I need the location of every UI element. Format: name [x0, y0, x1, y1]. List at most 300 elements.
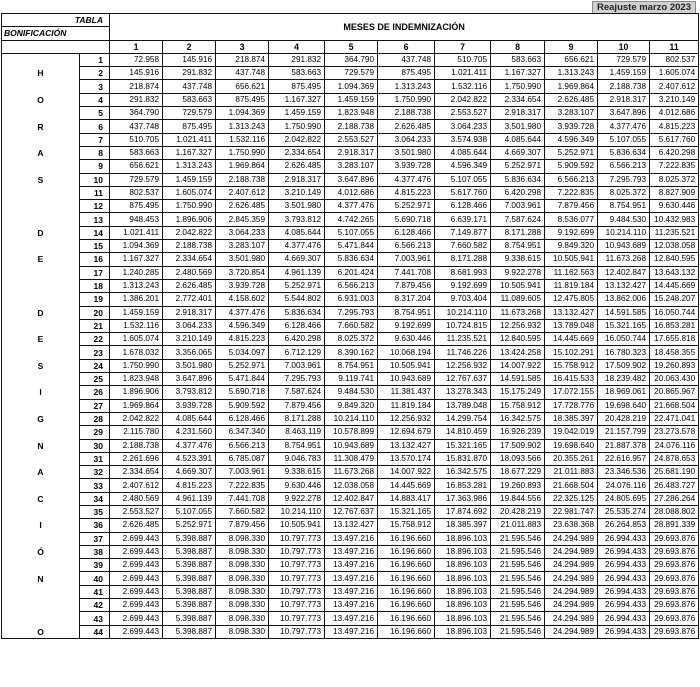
row-number: 6: [80, 120, 110, 133]
table-cell: 18.896.103: [435, 532, 491, 545]
row-number: 1: [80, 53, 110, 66]
side-label: [2, 599, 80, 612]
table-cell: 10.214.110: [325, 412, 378, 425]
table-cell: 8.098.330: [216, 559, 269, 572]
table-cell: 29.693.876: [650, 612, 699, 625]
table-cell: 4.377.476: [598, 120, 650, 133]
table-cell: 24.294.989: [545, 599, 598, 612]
table-cell: 8.098.330: [216, 625, 269, 638]
table-cell: 6.566.213: [598, 160, 650, 173]
table-cell: 16.196.660: [378, 625, 435, 638]
table-cell: 5.107.055: [435, 173, 491, 186]
table-cell: 6.128.466: [435, 200, 491, 213]
table-cell: 364.790: [110, 107, 163, 120]
table-row: [2, 319, 699, 332]
table-cell: 5.836.634: [598, 146, 650, 159]
table-cell: 8.171.288: [491, 226, 545, 239]
table-cell: 4.815.223: [163, 479, 216, 492]
table-cell: 5.107.055: [325, 226, 378, 239]
table-cell: 9.338.615: [491, 253, 545, 266]
row-number: 20: [80, 306, 110, 319]
table-cell: 6.566.213: [378, 240, 435, 253]
table-cell: 437.748: [110, 120, 163, 133]
table-row: [2, 479, 699, 492]
table-cell: 2.918.317: [163, 306, 216, 319]
table-cell: 2.334.654: [110, 466, 163, 479]
table-cell: 6.128.466: [378, 226, 435, 239]
table-cell: 5.252.971: [269, 279, 325, 292]
table-cell: 18.385.397: [545, 412, 598, 425]
table-cell: 3.939.728: [545, 120, 598, 133]
table-cell: 10.797.773: [269, 612, 325, 625]
table-cell: 10.724.815: [435, 319, 491, 332]
table-cell: 5.836.634: [325, 253, 378, 266]
table-cell: 15.758.912: [545, 359, 598, 372]
table-cell: 9.119.741: [325, 373, 378, 386]
row-number: 24: [80, 359, 110, 372]
table-cell: 2.188.738: [598, 80, 650, 93]
table-cell: 18.458.355: [650, 346, 699, 359]
table-row: [2, 200, 699, 213]
table-cell: 2.042.822: [110, 412, 163, 425]
month-header: 8: [491, 40, 545, 53]
table-cell: 2.553.527: [325, 133, 378, 146]
side-label: [2, 240, 80, 253]
table-cell: 12.767.637: [325, 505, 378, 518]
table-cell: 1.532.116: [110, 319, 163, 332]
table-cell: 1.313.243: [378, 80, 435, 93]
table-cell: 3.064.233: [435, 120, 491, 133]
table-cell: 6.128.466: [269, 319, 325, 332]
table-cell: 2.553.527: [110, 505, 163, 518]
table-row: [2, 226, 699, 239]
table-row: [2, 585, 699, 598]
row-number: 5: [80, 107, 110, 120]
table-cell: 26.264.853: [598, 519, 650, 532]
table-cell: 16.853.281: [650, 319, 699, 332]
table-cell: 20.865.967: [650, 386, 699, 399]
table-cell: 10.505.941: [545, 253, 598, 266]
table-cell: 10.943.689: [378, 373, 435, 386]
table-cell: 6.201.424: [325, 266, 378, 279]
table-cell: 2.699.443: [110, 559, 163, 572]
months-title: MESES DE INDEMNIZACIÓN: [110, 14, 699, 41]
table-row: [2, 80, 699, 93]
table-cell: 12.256.932: [378, 412, 435, 425]
table-cell: 3.064.233: [378, 133, 435, 146]
table-cell: 5.471.844: [325, 240, 378, 253]
table-row: [2, 346, 699, 359]
table-cell: 24.805.695: [598, 492, 650, 505]
table-cell: 8.098.330: [216, 599, 269, 612]
table-cell: 4.085.644: [435, 146, 491, 159]
table-cell: 8.536.077: [545, 213, 598, 226]
side-label: [2, 559, 80, 572]
table-cell: 2.626.485: [163, 279, 216, 292]
table-cell: 2.699.443: [110, 585, 163, 598]
table-cell: 1.605.074: [163, 186, 216, 199]
table-cell: 802.537: [650, 53, 699, 66]
table-cell: 4.523.391: [163, 452, 216, 465]
table-cell: 10.797.773: [269, 625, 325, 638]
table-cell: 17.072.155: [545, 386, 598, 399]
side-label: [2, 505, 80, 518]
table-cell: 29.693.876: [650, 599, 699, 612]
table-cell: 6.712.129: [269, 346, 325, 359]
table-cell: 13.789.048: [435, 399, 491, 412]
table-cell: 11.235.521: [650, 226, 699, 239]
side-label: [2, 160, 80, 173]
table-cell: 12.475.805: [545, 293, 598, 306]
side-label: S: [2, 359, 80, 372]
table-cell: 4.377.476: [269, 240, 325, 253]
table-cell: 8.754.951: [378, 306, 435, 319]
table-cell: 656.621: [545, 53, 598, 66]
table-cell: 20.063.430: [650, 373, 699, 386]
bonificacion-label: BONIFICACIÓN: [2, 27, 110, 40]
table-row: [2, 160, 699, 173]
table-cell: 875.495: [378, 67, 435, 80]
table-cell: 6.566.213: [545, 173, 598, 186]
side-label: O: [2, 625, 80, 638]
row-number: 14: [80, 226, 110, 239]
table-cell: 9.922.278: [269, 492, 325, 505]
table-cell: 7.879.456: [216, 519, 269, 532]
table-cell: 7.587.624: [491, 213, 545, 226]
readjustment-badge: Reajuste marzo 2023: [592, 1, 696, 14]
table-cell: 2.480.569: [163, 266, 216, 279]
table-cell: 5.107.055: [163, 505, 216, 518]
table-cell: 2.699.443: [110, 612, 163, 625]
table-cell: 10.505.941: [378, 359, 435, 372]
table-cell: 2.918.317: [491, 107, 545, 120]
table-cell: 4.231.560: [163, 426, 216, 439]
table-cell: 8.681.993: [435, 266, 491, 279]
table-cell: 1.386.201: [110, 293, 163, 306]
table-cell: 4.377.476: [325, 200, 378, 213]
table-cell: 4.596.349: [435, 160, 491, 173]
table-cell: 19.260.893: [491, 479, 545, 492]
table-cell: 13.132.427: [325, 519, 378, 532]
row-number: 41: [80, 585, 110, 598]
table-cell: 437.748: [163, 80, 216, 93]
table-cell: 4.012.686: [325, 186, 378, 199]
side-label: [2, 346, 80, 359]
table-cell: 13.497.216: [325, 532, 378, 545]
table-cell: 8.098.330: [216, 572, 269, 585]
table-cell: 16.196.660: [378, 532, 435, 545]
table-cell: 3.283.107: [545, 107, 598, 120]
table-row: [2, 545, 699, 558]
side-label: [2, 53, 80, 66]
table-cell: 1.167.327: [110, 253, 163, 266]
table-cell: 8.098.330: [216, 545, 269, 558]
table-cell: 13.862.006: [598, 293, 650, 306]
table-cell: 20.428.219: [491, 505, 545, 518]
side-label: [2, 213, 80, 226]
table-cell: 10.943.689: [325, 439, 378, 452]
row-number: 16: [80, 253, 110, 266]
table-cell: 21.595.546: [491, 545, 545, 558]
table-cell: 29.693.876: [650, 532, 699, 545]
row-number: 40: [80, 572, 110, 585]
table-cell: 9.192.699: [378, 319, 435, 332]
table-cell: 3.501.980: [378, 146, 435, 159]
month-header: 6: [378, 40, 435, 53]
table-cell: 3.939.728: [163, 399, 216, 412]
table-cell: 7.222.835: [650, 160, 699, 173]
table-cell: 4.377.476: [216, 306, 269, 319]
table-cell: 24.878.653: [650, 452, 699, 465]
table-cell: 21.595.546: [491, 612, 545, 625]
table-cell: 8.754.951: [269, 439, 325, 452]
table-cell: 2.553.527: [435, 107, 491, 120]
table-cell: 17.655.818: [650, 333, 699, 346]
row-number: 18: [80, 279, 110, 292]
table-cell: 1.750.990: [163, 200, 216, 213]
corner-blank: [2, 40, 80, 53]
table-cell: 583.663: [163, 93, 216, 106]
table-cell: 7.295.793: [598, 173, 650, 186]
row-number: 30: [80, 439, 110, 452]
table-cell: 11.746.226: [435, 346, 491, 359]
table-cell: 10.505.941: [269, 519, 325, 532]
table-cell: 22.981.747: [545, 505, 598, 518]
table-cell: 6.420.298: [269, 333, 325, 346]
table-row: [2, 386, 699, 399]
row-number: 44: [80, 625, 110, 638]
table-cell: 29.693.876: [650, 572, 699, 585]
table-cell: 21.595.546: [491, 585, 545, 598]
side-label: H: [2, 67, 80, 80]
table-cell: 20.355.261: [545, 452, 598, 465]
table-cell: 14.591.585: [491, 373, 545, 386]
table-cell: 4.596.349: [545, 133, 598, 146]
table-cell: 5.471.844: [216, 373, 269, 386]
table-cell: 10.797.773: [269, 572, 325, 585]
table-cell: 145.916: [163, 53, 216, 66]
table-cell: 1.750.990: [491, 80, 545, 93]
table-cell: 13.497.216: [325, 545, 378, 558]
table-cell: 16.050.744: [650, 306, 699, 319]
table-cell: 16.196.660: [378, 572, 435, 585]
side-label: [2, 399, 80, 412]
table-cell: 2.699.443: [110, 572, 163, 585]
table-cell: 875.495: [216, 93, 269, 106]
table-cell: 18.677.229: [491, 466, 545, 479]
table-cell: 18.239.482: [598, 373, 650, 386]
side-label: [2, 479, 80, 492]
table-cell: 14.445.669: [650, 279, 699, 292]
side-label: [2, 585, 80, 598]
table-cell: 11.235.521: [435, 333, 491, 346]
side-label: D: [2, 226, 80, 239]
table-cell: 18.896.103: [435, 612, 491, 625]
table-cell: 10.943.689: [598, 240, 650, 253]
table-cell: 7.879.456: [269, 399, 325, 412]
table-cell: 5.398.887: [163, 545, 216, 558]
table-cell: 5.909.592: [216, 399, 269, 412]
table-cell: 729.579: [598, 53, 650, 66]
table-cell: 8.390.162: [325, 346, 378, 359]
table-cell: 2.188.738: [216, 173, 269, 186]
table-cell: 1.459.159: [598, 67, 650, 80]
table-cell: 5.398.887: [163, 559, 216, 572]
table-row: [2, 67, 699, 80]
table-cell: 1.532.116: [216, 133, 269, 146]
table-cell: 24.294.989: [545, 532, 598, 545]
table-cell: 14.445.669: [378, 479, 435, 492]
table-cell: 8.098.330: [216, 612, 269, 625]
table-cell: 4.815.223: [216, 333, 269, 346]
table-cell: 10.797.773: [269, 532, 325, 545]
table-cell: 26.994.433: [598, 612, 650, 625]
row-number: 13: [80, 213, 110, 226]
table-cell: 437.748: [378, 53, 435, 66]
row-number: 36: [80, 519, 110, 532]
side-label: [2, 612, 80, 625]
table-cell: 5.690.718: [378, 213, 435, 226]
table-cell: 19.042.019: [545, 426, 598, 439]
table-cell: 29.693.876: [650, 585, 699, 598]
row-number: 7: [80, 133, 110, 146]
table-cell: 4.085.644: [163, 412, 216, 425]
table-cell: 14.007.922: [491, 359, 545, 372]
table-cell: 2.042.822: [435, 93, 491, 106]
month-header: 11: [650, 40, 699, 53]
table-body: [2, 53, 699, 638]
table-cell: 26.994.433: [598, 625, 650, 638]
table-cell: 875.495: [269, 80, 325, 93]
table-cell: 7.879.456: [545, 200, 598, 213]
table-cell: 4.742.265: [325, 213, 378, 226]
table-cell: 23.638.368: [545, 519, 598, 532]
table-cell: 18.969.061: [598, 386, 650, 399]
table-cell: 2.042.822: [269, 133, 325, 146]
table-cell: 13.132.427: [598, 279, 650, 292]
table-cell: 1.969.864: [216, 160, 269, 173]
table-cell: 3.793.812: [163, 386, 216, 399]
table-cell: 18.385.397: [435, 519, 491, 532]
table-cell: 2.626.485: [378, 120, 435, 133]
table-cell: 8.025.372: [598, 186, 650, 199]
table-cell: 291.832: [163, 67, 216, 80]
table-cell: 11.308.479: [325, 452, 378, 465]
table-row: [2, 612, 699, 625]
table-cell: 2.918.317: [269, 173, 325, 186]
row-number: 43: [80, 612, 110, 625]
table-cell: 7.660.582: [216, 505, 269, 518]
table-row: [2, 213, 699, 226]
table-row: [2, 426, 699, 439]
table-cell: 21.595.546: [491, 559, 545, 572]
indemnization-table: [1, 13, 699, 639]
table-cell: 1.823.948: [110, 373, 163, 386]
table-cell: 29.693.876: [650, 559, 699, 572]
table-cell: 1.094.369: [110, 240, 163, 253]
table-cell: 12.038.058: [650, 240, 699, 253]
table-cell: 17.874.692: [435, 505, 491, 518]
table-row: [2, 293, 699, 306]
table-cell: 3.501.980: [216, 253, 269, 266]
table-cell: 145.916: [110, 67, 163, 80]
table-cell: 729.579: [110, 173, 163, 186]
row-number: 2: [80, 67, 110, 80]
table-cell: 21.595.546: [491, 625, 545, 638]
side-label: [2, 426, 80, 439]
header-row-months: [2, 40, 699, 53]
table-cell: 13.789.048: [545, 319, 598, 332]
table-cell: 21.011.883: [491, 519, 545, 532]
table-cell: 3.501.980: [491, 120, 545, 133]
row-number: 34: [80, 492, 110, 505]
table-cell: 2.407.612: [110, 479, 163, 492]
table-cell: 5.836.634: [269, 306, 325, 319]
table-cell: 6.128.466: [216, 412, 269, 425]
table-cell: 13.497.216: [325, 599, 378, 612]
side-label: A: [2, 466, 80, 479]
side-label: [2, 373, 80, 386]
table-cell: 24.294.989: [545, 572, 598, 585]
table-cell: 4.961.139: [163, 492, 216, 505]
table-cell: 5.690.718: [216, 386, 269, 399]
table-cell: 5.909.592: [545, 160, 598, 173]
table-cell: 729.579: [163, 107, 216, 120]
table-cell: 1.313.243: [216, 120, 269, 133]
table-cell: 19.698.640: [545, 439, 598, 452]
table-cell: 9.046.783: [269, 452, 325, 465]
table-row: [2, 120, 699, 133]
table-row: [2, 439, 699, 452]
table-cell: 24.294.989: [545, 585, 598, 598]
table-cell: 291.832: [110, 93, 163, 106]
table-cell: 13.497.216: [325, 625, 378, 638]
table-cell: 5.252.971: [216, 359, 269, 372]
table-cell: 12.256.932: [491, 319, 545, 332]
table-cell: 14.007.922: [378, 466, 435, 479]
table-row: [2, 452, 699, 465]
table-cell: 583.663: [491, 53, 545, 66]
table-cell: 3.501.980: [163, 359, 216, 372]
table-row: [2, 572, 699, 585]
table-cell: 9.849.320: [325, 399, 378, 412]
table-cell: 16.196.660: [378, 599, 435, 612]
table-cell: 17.728.776: [545, 399, 598, 412]
table-cell: 11.819.184: [378, 399, 435, 412]
table-cell: 17.509.902: [491, 439, 545, 452]
table-cell: 3.064.233: [163, 319, 216, 332]
table-cell: 12.767.637: [435, 373, 491, 386]
table-cell: 15.175.249: [491, 386, 545, 399]
table-cell: 7.003.961: [491, 200, 545, 213]
row-number: 29: [80, 426, 110, 439]
table-cell: 1.896.906: [163, 213, 216, 226]
table-cell: 5.034.097: [216, 346, 269, 359]
table-cell: 5.398.887: [163, 572, 216, 585]
table-cell: 11.162.563: [545, 266, 598, 279]
table-cell: 583.663: [269, 67, 325, 80]
table-cell: 948.453: [110, 213, 163, 226]
table-cell: 1.750.990: [378, 93, 435, 106]
table-cell: 5.617.760: [435, 186, 491, 199]
table-cell: 10.214.110: [269, 505, 325, 518]
table-cell: 2.699.443: [110, 545, 163, 558]
table-cell: 1.605.074: [650, 67, 699, 80]
table-cell: 1.021.411: [110, 226, 163, 239]
table-row: [2, 505, 699, 518]
table-cell: 2.188.738: [163, 240, 216, 253]
table-row: [2, 266, 699, 279]
